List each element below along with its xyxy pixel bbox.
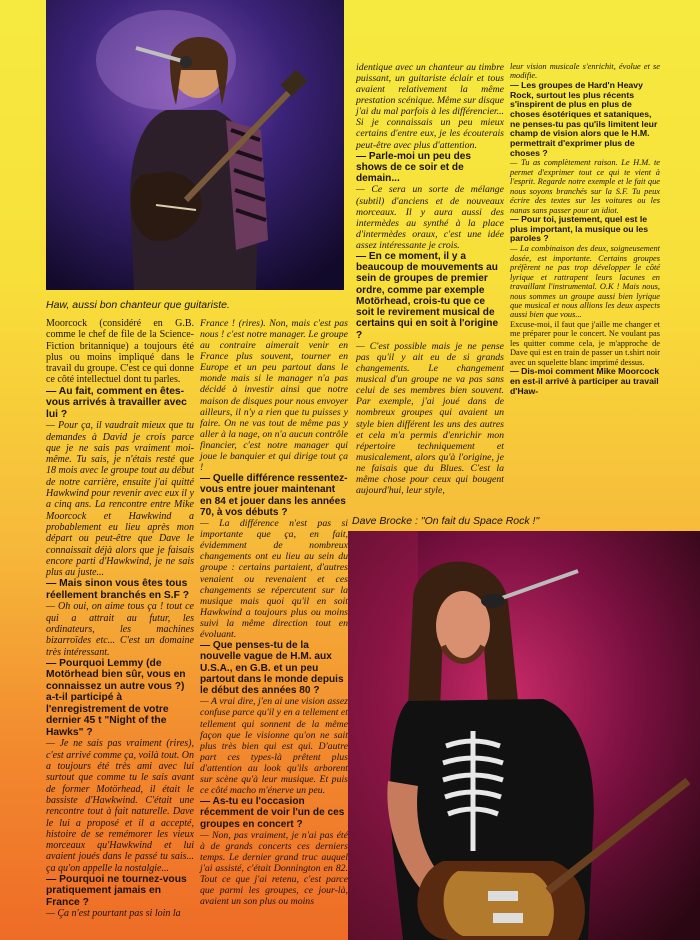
answer: — Oh oui, on aime tous ça ! tout ce qui a attrait au futur, les ordinateurs, les machines bizarroïdes etc... C'est un domaine très intéressant.: [46, 601, 194, 658]
answer: France ! (rires). Non, mais c'est pas nous ! c'est notre manager. Le groupe au contraire aimerait venir en France plus souvent, tourner en Europe et un peu partout dans le monde mais si le manager n'a pas décidé à investir ainsi que notre maison de disques pour nous envoyer ailleurs, il n'y a rien que tu puisses y faire. On ne vas tout de même pas y aller à la nage, on n'a aucun contrôle financier, c'est notre manager qui joue le banquier et qui dirige tout ça !: [200, 318, 348, 474]
answer: — Pour ça, il vaudrait mieux que tu demandes à David je crois parce que je ne sais pas vraiment moi-même. Tu sais, je n'étais resté que 18 mois avec le groupe tout au début de notre carrière, ensuite j'ai quitté Hawkwind pour revenir avec eux il y a cinq ans. La rencontre entre Mike Moorcock et Hawkwind a probablement eu lieu après mon départ ou peut-être que Dave le connaissait déjà alors que je faisais encore parti d'Hawkwind, je ne sais plus au juste...: [46, 420, 194, 579]
answer: identique avec un chanteur au timbre puissant, un guitariste éclair et tous avaient relativement la même prestation scénique. Même sur disque j'ai du mal parfois à les différencier... Si je connaissais un peu mieux certains d'entre eux, je les écouterais peut-être avec plus d'attention.: [356, 62, 504, 151]
answer: — Ça n'est pourtant pas si loin la: [46, 908, 181, 920]
answer: — A vrai dire, j'en ai une vision assez confuse parce qu'il y en a tellement et tellement qui sonnent de la même façon que le visionne qu'on ne sait plus très bien qui est qui. D'autre part ces types-là prêtent plus d'attention au look qu'ils arborent sur scène qu'à leur musique. Et puis ce côté macho m'énerve un peu.: [200, 696, 348, 796]
question: — Au fait, comment en êtes-vous arrivés à travailler avec lui ?: [46, 385, 187, 420]
question: — Pour toi, justement, quel est le plus important, la musique ou les paroles ?: [510, 214, 649, 244]
paragraph: Moorcock (considéré en G.B. comme le chef de file de la Science-Fiction britannique) a toujours été plus ou moins impliqué dans le travail du groupe. C'est ce qui donne ce côté intellectuel dont tu parles.: [46, 318, 194, 386]
question: — As-tu eu l'occasion récemment de voir l'un de ces groupes en concert ?: [200, 796, 345, 830]
article-column-2: [200, 318, 348, 907]
answer: — Ce sera un sorte de mélange (subtil) d'anciens et de nouveaux morceaux. Il y aura aussi des intermèdes au synthé à la place d'intermèdes oraux, c'est une idée assez intéressante je crois.: [356, 184, 504, 251]
photo-caption-top: Haw, aussi bon chanteur que guitariste.: [46, 299, 230, 311]
photo-caption-bottom: Dave Brocke : "On fait du Space Rock !": [352, 515, 540, 527]
answer: — C'est possible mais je ne pense pas qu'il y ait eu de si grands changements. Le changement musical d'un groupe ne va pas sans celui de ses membres bien souvent. Par exemple, j'ai joué dans de nombreux groupes qui avaient un style bien différent les uns des autres et cela m'a permis d'enrichir mon répertoire techniquement et musicalement, alors qu'à l'origine, je ne faisais que du Blues. C'est la même chose pour ceux qui bougent aujourd'hui, leur style,: [356, 341, 504, 497]
answer: — Je ne sais pas vraiment (rires), c'est arrivé comme ça, voilà tout. On a toujours été très ami avec lui surtout que comme tu le sais avant de former Motörhead, il était le bassiste d'Hawkwind. C'était une rencontre tout à fait naturelle. Dave le lui a proposé et il a accepté, histoire de se remémorer les vieux morceaux qu'Hawkwind et lui avaient joués dans le passé tu sais... ça qu'on appelle la nostalgie...: [46, 738, 194, 874]
photo-dave-brock: [348, 531, 700, 940]
question: — Mais sinon vous êtes tous réellement branchés en S.F ?: [46, 578, 190, 601]
answer: — Non, pas vraiment, je n'ai pas été à de grands concerts ces derniers temps. Le dernier grand truc auquel j'ai assisté, c'était Donnington en 82. Tout ce que j'ai retenu, c'est parce que parmi les groupes, ce jour-là, avaient un son plus ou moins: [200, 829, 348, 908]
article-column-3: [356, 62, 504, 496]
question: — Quelle différence ressentez-vous entre jouer maintenant en 84 et jouer dans les années 70, à vos débuts ?: [200, 473, 348, 518]
answer: leur vision musicale s'enrichit, évolue et se modifie.: [510, 62, 660, 81]
photo-guitarist-singer: [46, 0, 344, 290]
question: — Que penses-tu de la nouvelle vague de H.M. aux U.S.A., en G.B. et un peu partout dans le monde depuis le début des années 80 ?: [200, 640, 344, 697]
question: — Parle-moi un peu des shows de ce soir et de demain...: [356, 150, 471, 185]
question: — Dis-moi comment Mike Moorcock en est-il arrivé à participer au travail d'Haw-: [510, 366, 660, 396]
question: — En ce moment, il y a beaucoup de mouvements au sein de groupes de premier ordre, comme par exemple Motörhead, crois-tu que ce soit le revirement musical de certains qui en soit à l'origine ?: [356, 250, 499, 341]
answer: — Tu as complètement raison. Le H.M. te permet d'exprimer tout ce qui te vient à l'esprit. Regarde notre exemple et le fait que nous soyons branchés sur la S.F. Tu peux écrire des textes sur les voitures ou les nanas sans passer pour un idiot.: [510, 158, 660, 215]
article-column-4: [510, 62, 660, 396]
answer: — La différence n'est pas si importante que ça, en fait, évidemment de nombreux changements ont eu lieu au sein du groupe : certains partaient, d'autres venaient ou revenaient et ces changements se répercutent sur la musique mais quoi qu'il en soit Hawkwind a toujours plus ou moins suivi la même direction tout en évoluant.: [200, 518, 348, 640]
question: — Les groupes de Hard'n Heavy Rock, surtout les plus récents s'inspirent de plus en plus de choses ésotériques et sataniques, ne penses-tu pas qu'ils limitent leur champ de vision alors que le H.M. permettrait d'exprimer plus de choses ?: [510, 79, 658, 158]
question: — Pourquoi Lemmy (de Motörhead bien sûr, vous en connaissez un autre vous ?) a-t-il participé à l'enregistrement de votre dernier 45 t "Night of the Hawks" ?: [46, 657, 186, 738]
article-column-1: [46, 318, 194, 920]
paragraph: Excuse-moi, il faut que j'aille me changer et me préparer pour le concert. Ne voulant pas les quitter comme cela, je m'approche de Dave qui est en train de passer un t.shirt noir avec un squelette blanc imprimé dessus.: [510, 319, 660, 367]
question: — Pourquoi ne tournez-vous pratiquement jamais en France ?: [46, 873, 187, 908]
answer: — La combinaison des deux, soigneusement dosée, est importante. Certains groupes préfèrent ne pas trop développer le côté lyrique et rattrapent leurs lacunes en travaillant l'instrumental. O.K ! Mais nous, nous sommes un groupe aussi bien lyrique que musical et nous allions les deux aspects aussi bien que vous...: [510, 244, 660, 320]
